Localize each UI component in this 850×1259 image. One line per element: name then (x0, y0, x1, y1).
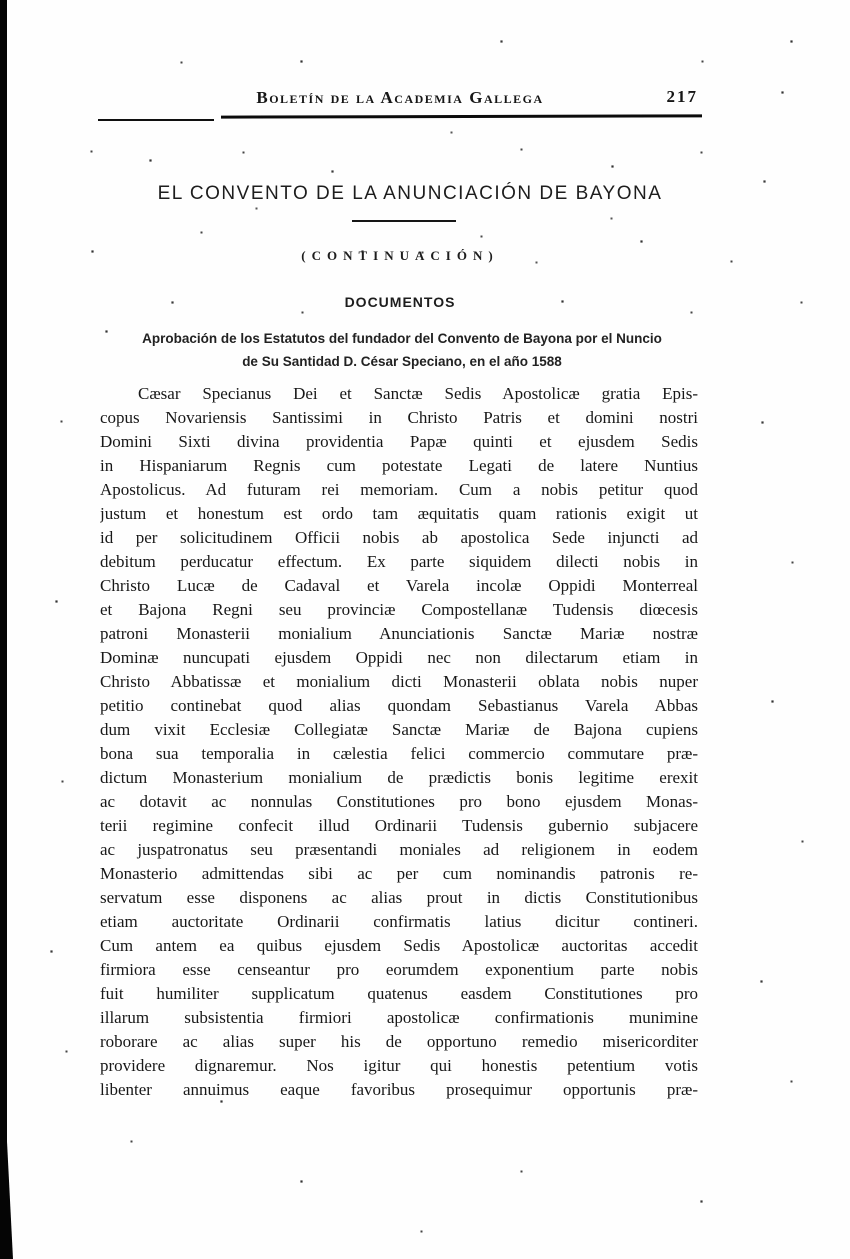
body-line: patroni Monasterii monialium Anunciationis Sanctæ Mariæ nostræ (100, 624, 698, 643)
section-heading: DOCUMENTOS (344, 294, 456, 310)
body-line: copus Novariensis Santissimi in Christo Patris et domini nostri (100, 408, 698, 427)
body-line: libenter annuimus eaque favoribus prosequimur opportunis præ- (100, 1080, 698, 1099)
body-line: illarum subsistentia firmiori apostolicæ confirmationis munimine (100, 1008, 698, 1027)
scan-edge-artifact (0, 0, 7, 1259)
title-divider-rule (352, 220, 456, 222)
body-line: Apostolicus. Ad futuram rei memoriam. Cum a nobis petitur quod (100, 480, 698, 499)
body-text (100, 382, 698, 1102)
page-number: 217 (666, 87, 698, 106)
body-line: Christo Lucæ de Cadaval et Varela incolæ Oppidi Monterreal (100, 576, 698, 595)
header-rule-left-segment (98, 119, 214, 121)
body-line: dictum Monasterium monialium de prædictis bonis legitime erexit (100, 768, 698, 787)
body-line: Christo Abbatissæ et monialium dicti Monasterii oblata nobis nuper (100, 672, 698, 691)
body-line: terii regimine confecit illud Ordinarii Tudensis gubernio subjacere (100, 816, 698, 835)
body-line: debitum perducatur effectum. Ex parte siquidem dilecti nobis in (100, 552, 698, 571)
body-line: Monasterio admittendas sibi ac per cum nominandis patronis re- (100, 864, 698, 883)
running-header (100, 88, 700, 108)
continuation-note: (CONTINUACIÓN) (301, 248, 499, 263)
scan-noise (0, 0, 1, 1)
header-rule-main-segment (221, 114, 702, 118)
body-line: bona sua temporalia in cælestia felici commercio commutare præ- (100, 744, 698, 763)
body-line: firmiora esse censeantur pro eorumdem exponentium parte nobis (100, 960, 698, 979)
body-line: Cum antem ea quibus ejusdem Sedis Apostolicæ auctoritas accedit (100, 936, 698, 955)
body-line: in Hispaniarum Regnis cum potestate Legati de latere Nuntius (100, 456, 698, 475)
caption-line-2: de Su Santidad D. César Speciano, en el año 1588 (242, 354, 562, 369)
body-line: roborare ac alias super his de opportuno remedio misericorditer (100, 1032, 698, 1051)
body-line: et Bajona Regni seu provinciæ Compostellanæ Tudensis diœcesis (100, 600, 698, 619)
body-line: petitio continebat quod alias quondam Sebastianus Varela Abbas (100, 696, 698, 715)
body-line: etiam auctoritate Ordinarii confirmatis latius dicitur contineri. (100, 912, 698, 931)
body-line: providere dignaremur. Nos igitur qui honestis petentium votis (100, 1056, 698, 1075)
body-line: justum et honestum est ordo tam æquitatis quam rationis exigit ut (100, 504, 698, 523)
journal-title: Boletín de la Academia Gallega (256, 88, 544, 107)
body-line: ac dotavit ac nonnulas Constitutiones pro bono ejusdem Monas- (100, 792, 698, 811)
body-line: dum vixit Ecclesiæ Collegiatæ Sanctæ Mariæ de Bajona cupiens (100, 720, 698, 739)
body-line: Cæsar Specianus Dei et Sanctæ Sedis Apostolicæ gratia Epis- (138, 384, 698, 403)
document-caption (95, 327, 709, 373)
caption-line-1: Aprobación de los Estatutos del fundador del Convento de Bayona por el Nuncio (142, 331, 662, 346)
body-line: servatum esse disponens ac alias prout in dictis Constitutionibus (100, 888, 698, 907)
body-line: ac juspatronatus seu præsentandi moniales ad religionem in eodem (100, 840, 698, 859)
body-line: Dominæ nuncupati ejusdem Oppidi nec non dilectarum etiam in (100, 648, 698, 667)
article-title: EL CONVENTO DE LA ANUNCIACIÓN DE BAYONA (157, 183, 663, 204)
body-line: fuit humiliter supplicatum quatenus easdem Constitutiones pro (100, 984, 698, 1003)
body-line: Domini Sixti divina providentia Papæ quinti et ejusdem Sedis (100, 432, 698, 451)
body-line: id per solicitudinem Officii nobis ab apostolica Sede injuncti ad (100, 528, 698, 547)
